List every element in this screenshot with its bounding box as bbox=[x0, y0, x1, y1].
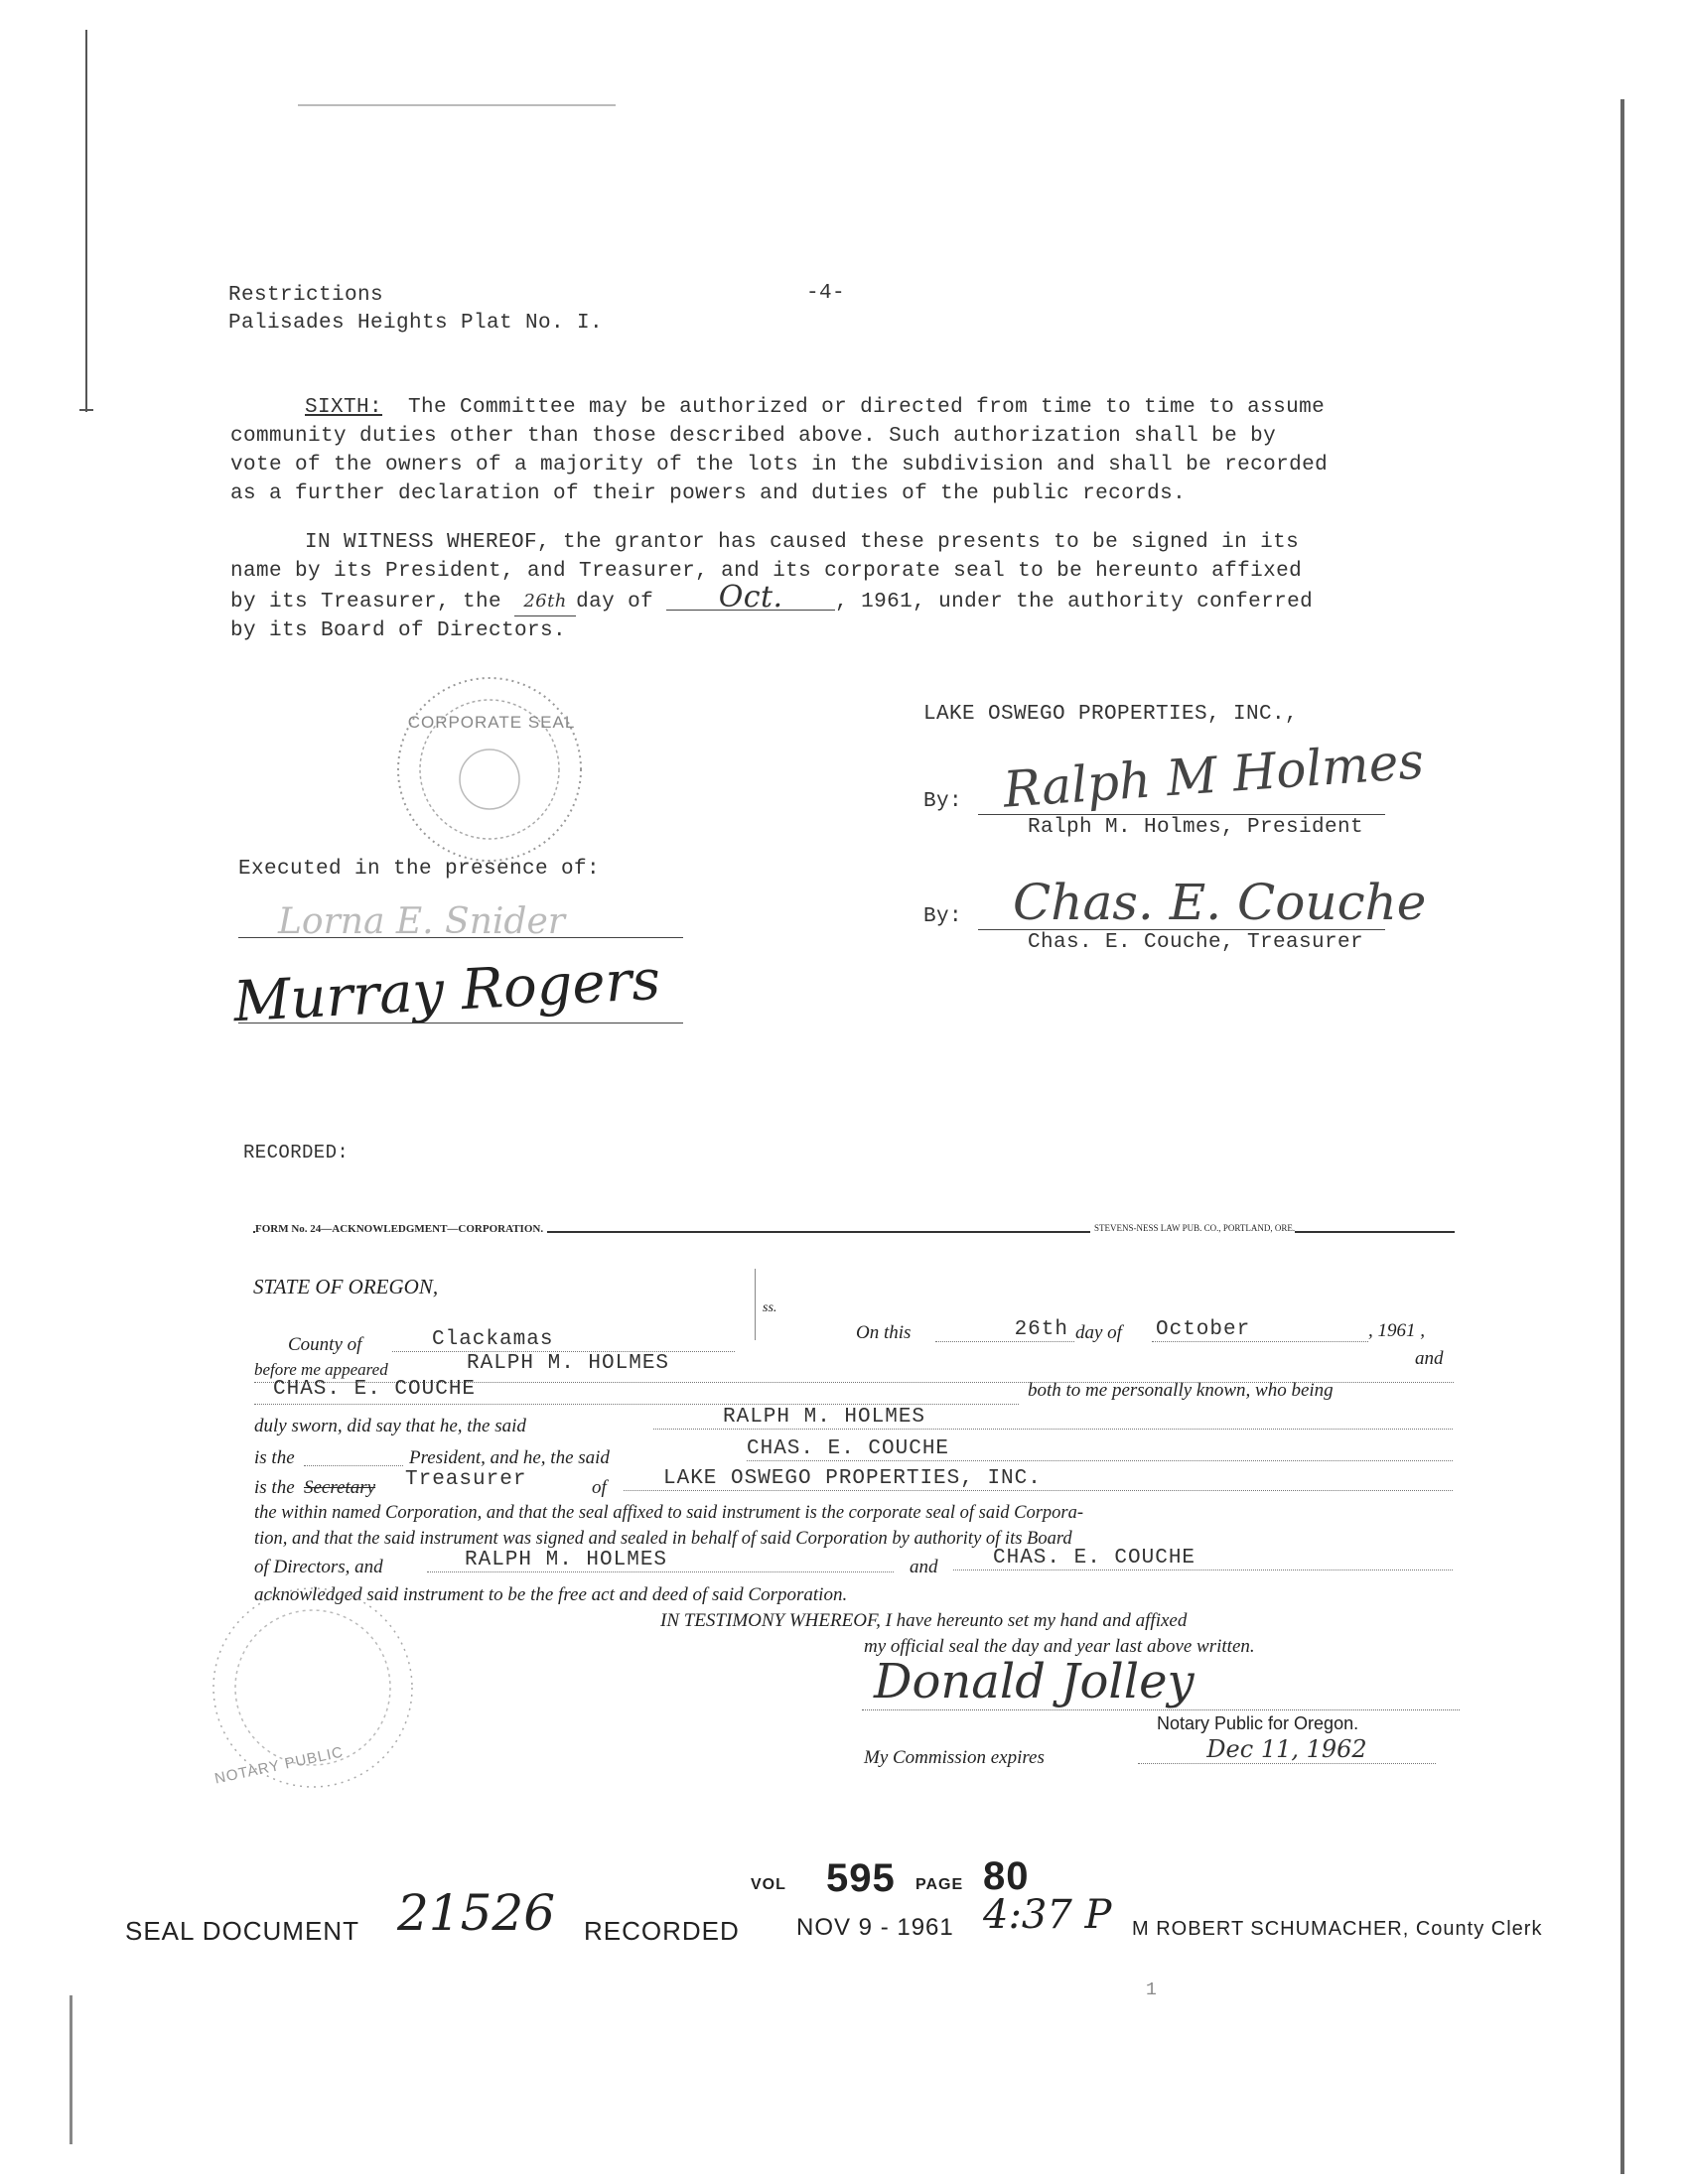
form-and-1: and bbox=[1415, 1348, 1444, 1369]
form-month-value: October bbox=[1152, 1318, 1368, 1342]
form-county-label: County of bbox=[288, 1334, 362, 1355]
witness-line-4: by its Board of Directors. bbox=[230, 619, 567, 642]
witness-signature-line-2 bbox=[238, 1023, 683, 1024]
sixth-line-1: The Committee may be authorized or directed from time to time to assume bbox=[408, 396, 1326, 419]
plat-heading: Palisades Heights Plat No. I. bbox=[228, 312, 604, 335]
company-name: LAKE OSWEGO PROPERTIES, INC., bbox=[923, 703, 1299, 726]
form-acknowledged: acknowledged said instrument to be the free act and deed of said Corporation. bbox=[254, 1584, 848, 1605]
witness-month: Oct. bbox=[666, 586, 835, 611]
left-scan-edge bbox=[85, 30, 87, 412]
form-directors-name-1: RALPH M. HOLMES bbox=[427, 1549, 894, 1572]
form-sworn-name: RALPH M. HOLMES bbox=[653, 1406, 1453, 1430]
form-president-text: President, and he, the said bbox=[409, 1447, 610, 1468]
sixth-line-4: as a further declaration of their powers and duties of the public records. bbox=[230, 482, 1187, 505]
form-of-word: of bbox=[592, 1477, 607, 1498]
vol-label: VOL bbox=[751, 1876, 786, 1893]
form-struck-word: Secretary bbox=[304, 1477, 376, 1498]
recorded-time: 4:37 P bbox=[983, 1892, 1112, 1938]
form-day-of: day of bbox=[1075, 1322, 1122, 1343]
commission-label: My Commission expires bbox=[864, 1747, 1045, 1768]
witness-signature-line-1 bbox=[238, 937, 683, 938]
form-para-1: the within named Corporation, and that the seal affixed to said instrument is the corporate seal of said Corpora- bbox=[254, 1503, 1084, 1523]
right-scan-edge bbox=[1620, 99, 1624, 2174]
witness-line-2: name by its President, and Treasurer, and its corporate seal to be hereunto affixed bbox=[230, 560, 1303, 583]
notary-seal-text: NOTARY PUBLIC bbox=[212, 1743, 346, 1788]
treasurer-signature: Chas. E. Couche bbox=[1013, 874, 1427, 931]
witness-line-3b: day of bbox=[576, 591, 654, 614]
form-on-this: On this bbox=[856, 1322, 912, 1343]
witness-paragraph bbox=[230, 528, 1313, 645]
document-number: 21526 bbox=[397, 1884, 556, 1942]
form-is-the-1: is the bbox=[254, 1447, 295, 1468]
form-testimony-1: IN TESTIMONY WHEREOF, I have hereunto set my hand and affixed bbox=[660, 1610, 1188, 1631]
bottom-left-scan-edge bbox=[70, 1995, 72, 2144]
commission-value: Dec 11, 1962 bbox=[1138, 1735, 1436, 1764]
sixth-line-2: community duties other than those described above. Such authorization shall be by bbox=[230, 425, 1277, 448]
witness-signature-1: Lorna E. Snider bbox=[278, 901, 565, 942]
by-label-treasurer: By: bbox=[923, 905, 963, 928]
form-of-directors: of Directors, and bbox=[254, 1557, 383, 1577]
by-label-president: By: bbox=[923, 790, 963, 813]
form-ss: ss. bbox=[763, 1300, 777, 1315]
form-office-2: Treasurer bbox=[405, 1468, 527, 1491]
form-brace bbox=[747, 1269, 756, 1340]
recorded-stamp: RECORDED bbox=[584, 1916, 740, 1946]
notary-signature-line bbox=[862, 1709, 1460, 1710]
seal-document-label: SEAL DOCUMENT bbox=[125, 1916, 359, 1946]
witness-day: 26th bbox=[514, 587, 576, 616]
top-scan-smudge bbox=[298, 104, 616, 106]
form-appeared-1: RALPH M. HOLMES bbox=[467, 1352, 670, 1375]
left-scan-tick bbox=[79, 409, 93, 411]
treasurer-name: Chas. E. Couche, Treasurer bbox=[1028, 931, 1364, 954]
witness-signature-2: Murray Rogers bbox=[231, 947, 662, 1035]
sixth-label: SIXTH: bbox=[305, 396, 383, 419]
form-day-value: 26th bbox=[935, 1318, 1074, 1342]
president-signature-line bbox=[978, 814, 1385, 815]
form-testimony-2: my official seal the day and year last above written. bbox=[864, 1636, 1255, 1657]
form-and-2: and bbox=[910, 1557, 938, 1577]
form-county-value: Clackamas bbox=[392, 1328, 735, 1352]
form-year: , 1961 , bbox=[1368, 1320, 1425, 1341]
form-directors-name-2: CHAS. E. COUCHE bbox=[953, 1547, 1453, 1570]
sixth-line-3: vote of the owners of a majority of the lots in the subdivision and shall be recorded bbox=[230, 454, 1329, 477]
form-state: STATE OF OREGON, bbox=[253, 1275, 439, 1298]
clerk-text: M ROBERT SCHUMACHER, County Clerk bbox=[1132, 1918, 1543, 1940]
form-duly-sworn: duly sworn, did say that he, the said bbox=[254, 1416, 526, 1436]
corporate-seal-text: CORPORATE SEAL bbox=[407, 713, 576, 732]
form-para-2: tion, and that the said instrument was signed and sealed in behalf of said Corporation by authority of its Board bbox=[254, 1529, 1072, 1549]
witness-line-3c: , 1961, under the authority conferred bbox=[835, 591, 1314, 614]
vol-number: 595 bbox=[826, 1856, 896, 1900]
recorded-date: NOV 9 - 1961 bbox=[796, 1914, 954, 1941]
form-header-left: FORM No. 24—ACKNOWLEDGMENT—CORPORATION. bbox=[255, 1223, 547, 1235]
page-number: -4- bbox=[806, 282, 846, 305]
recorded-label: RECORDED: bbox=[243, 1142, 350, 1163]
notary-title: Notary Public for Oregon. bbox=[1157, 1713, 1359, 1733]
corporate-seal bbox=[365, 670, 614, 869]
witness-line-3a: by its Treasurer, the bbox=[230, 591, 502, 614]
form-said-name-2: CHAS. E. COUCHE bbox=[747, 1437, 1453, 1461]
form-header-right: STEVENS-NESS LAW PUB. CO., PORTLAND, ORE. bbox=[1090, 1223, 1295, 1233]
form-is-the-1-blank bbox=[304, 1465, 403, 1466]
form-before-me: before me appeared bbox=[254, 1360, 388, 1379]
restrictions-heading: Restrictions bbox=[228, 284, 384, 307]
treasurer-signature-line bbox=[978, 929, 1385, 930]
form-appeared-line-2 bbox=[254, 1404, 1019, 1405]
form-both-known: both to me personally known, who being bbox=[1028, 1380, 1334, 1401]
president-signature: Ralph M Holmes bbox=[1001, 732, 1426, 819]
page-number-stamp: 80 bbox=[983, 1854, 1030, 1898]
form-appeared-2: CHAS. E. COUCHE bbox=[273, 1378, 477, 1401]
witness-line-1: IN WITNESS WHEREOF, the grantor has caused these presents to be signed in its bbox=[305, 531, 1300, 554]
page-label: PAGE bbox=[915, 1876, 964, 1893]
sixth-paragraph bbox=[230, 393, 1328, 508]
notary-signature: Donald Jolley bbox=[874, 1654, 1195, 1709]
form-is-the-2: is the bbox=[254, 1477, 295, 1498]
footer-mark: 1 bbox=[1146, 1980, 1158, 2000]
president-name: Ralph M. Holmes, President bbox=[1028, 816, 1364, 839]
executed-label: Executed in the presence of: bbox=[238, 858, 601, 881]
form-corporation: LAKE OSWEGO PROPERTIES, INC. bbox=[624, 1467, 1453, 1491]
